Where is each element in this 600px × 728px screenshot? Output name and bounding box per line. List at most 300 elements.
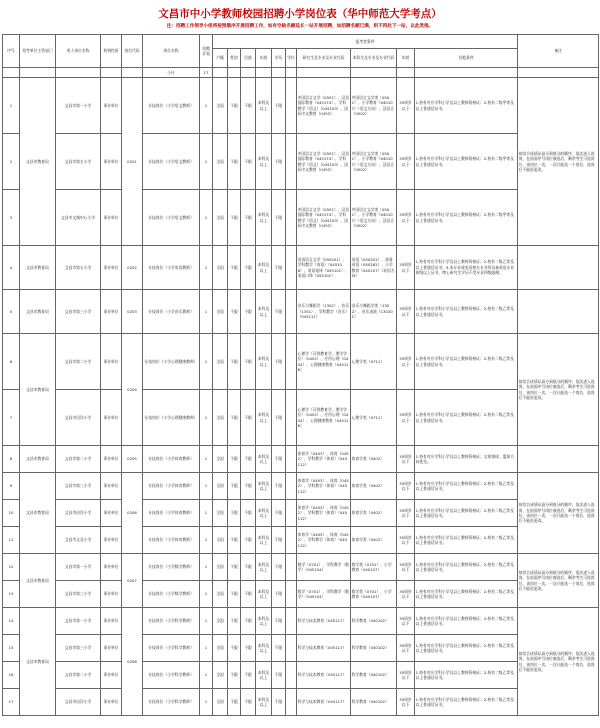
cell-degree: 不限 <box>272 78 286 134</box>
cell-major-ug: 科学教育（040102） <box>351 635 397 662</box>
cell-post: 专技岗位（小学心理健康教师） <box>143 334 200 390</box>
cell-edu: 本科及以上 <box>256 500 272 527</box>
cell-age: 35周岁以下 <box>397 527 415 554</box>
cell-seq: 1 <box>3 78 20 134</box>
cell-nature: 事业单位 <box>101 473 122 500</box>
cell-seq: 7 <box>3 390 20 446</box>
cell-hukou: 全国 <box>213 473 228 500</box>
cell-other: 1.持有对应学科小学及以上教师资格证；2.持有二级乙等及以上普通话证书。 <box>415 500 518 527</box>
cell-dept: 文昌市教育局 <box>20 246 56 290</box>
cell-unit: 文昌市第二小学 <box>56 662 101 689</box>
cell-plan: 1 <box>200 473 213 500</box>
cell-major-grad: 科学与技术教育（045117） <box>297 662 351 689</box>
cell-seq: 9 <box>3 473 20 500</box>
cell-age: 35周岁以下 <box>397 246 415 290</box>
cell-seq: 14 <box>3 608 20 635</box>
cell-remark: 按综合成绩从高分到低分的顺序，依次进入选岗，在前面序号岗位被选后，剩余考生可选岗位，该岗位一次，一次只能选一个岗位，选岗后不能再更改。 <box>518 78 599 246</box>
cell-nature: 事业单位 <box>101 246 122 290</box>
cell-age: 35周岁以下 <box>397 581 415 608</box>
cell-edu: 本科及以上 <box>256 390 272 446</box>
cell-edu: 本科及以上 <box>256 473 272 500</box>
cell-hukou: 全国 <box>213 635 228 662</box>
header-conditions: 报考者条件 <box>213 35 518 49</box>
table-row <box>3 390 599 446</box>
header-unit: 用人单位名称 <box>56 35 101 68</box>
subtotal-label: 小计 <box>143 68 200 78</box>
header-age: 年龄 <box>256 49 272 68</box>
cell-plan: 1 <box>200 554 213 581</box>
cell-unit: 文昌市田洋小学 <box>56 689 101 716</box>
cell-major-ug: 体育学类（0402） <box>351 446 397 473</box>
cell-major-grad: 体育学（0403）、体育（0452）、学科教学（体育）（045112） <box>297 527 351 554</box>
cell-major-grad: 体育学（0403）、体育（0452）、学科教学（体育）（045112） <box>297 446 351 473</box>
cell-post: 专技岗位（小学语文教师） <box>143 78 200 134</box>
cell-gender: 不限 <box>228 134 241 190</box>
cell-other: 1.持有对应学科小学及以上教师资格证；全球排球、篮球方向优先。 <box>415 446 518 473</box>
cell-edu: 本科及以上 <box>256 246 272 290</box>
cell-hukou: 全国 <box>213 290 228 334</box>
cell-unit: 文昌市第三小学 <box>56 290 101 334</box>
cell-unit: 文昌市田洋小学 <box>56 500 101 527</box>
cell-remark: 按综合成绩从高分到低分的顺序，依次进入选岗，在前面序号岗位被选后，剩余考生可选岗位，该岗位一次，一次只能选一个岗位，选岗后不能再更改。 <box>518 554 599 608</box>
header-dept: 招考单位主管部门 <box>20 35 56 68</box>
table-row <box>3 500 599 527</box>
cell-nature: 事业单位 <box>101 635 122 662</box>
cell-edu: 本科及以上 <box>256 446 272 473</box>
cell-seq: 12 <box>3 554 20 581</box>
cell-nature: 事业单位 <box>101 290 122 334</box>
cell-post: 专技岗位（小学数学教师） <box>143 554 200 581</box>
cell-other: 1.持有对应学科小学及以上教师资格证；2.持有二级乙等及以上普通话证书。 <box>415 608 518 635</box>
cell-post: 专技岗位（小学英语教师） <box>143 246 200 290</box>
cell-unit: 文昌市第一小学 <box>56 78 101 134</box>
cell-seq: 5 <box>3 290 20 334</box>
cell-age: 35周岁以下 <box>397 78 415 134</box>
cell-degree: 不限 <box>272 473 286 500</box>
cell-other: 1.持有对应学科小学及以上教师资格证；2.持有二级乙等及以上普通话证书。 <box>415 390 518 446</box>
cell-ethnic: 不限 <box>241 581 256 608</box>
cell-code: 0201 <box>122 78 143 246</box>
cell-edu: 本科及以上 <box>256 581 272 608</box>
cell-degree: 不限 <box>272 581 286 608</box>
cell-seq: 10 <box>3 500 20 527</box>
cell-major-grad: 科学与技术教育（045117） <box>297 689 351 716</box>
cell-gender: 不限 <box>228 608 241 635</box>
cell-major-ug: 中国语言文学类（0501）、小学教育（040107）（语文方向）、汉语言（0502） <box>351 190 397 246</box>
cell-nature: 事业单位 <box>101 608 122 635</box>
table-row <box>3 290 599 334</box>
cell-major-ug: 心理学类（0711） <box>351 334 397 390</box>
cell-nature: 事业单位 <box>101 662 122 689</box>
cell-major-ug: 中国语言文学类（0501）、小学教育（040107）（语文方向）、汉语言（0502） <box>351 78 397 134</box>
cell-post: 专技岗位（小学体育教师） <box>143 446 200 473</box>
cell-dept: 文昌市教育局 <box>20 608 56 716</box>
cell-plan: 1 <box>200 134 213 190</box>
cell-unit: 文昌市第三小学 <box>56 581 101 608</box>
cell-age: 35周岁以下 <box>397 635 415 662</box>
cell-post: 专技岗位（小学数学教师） <box>143 581 200 608</box>
cell-age: 35周岁以下 <box>397 190 415 246</box>
cell-major-grad: 中国语言文学（0501）、汉语国际教育（045174）、学科教学（语文）（045103）、国际中文教育（0453） <box>297 78 351 134</box>
cell-ethnic: 不限 <box>241 527 256 554</box>
cell-ethnic: 不限 <box>241 390 256 446</box>
cell-edu: 本科及以上 <box>256 662 272 689</box>
cell-code: 0204 <box>122 334 143 446</box>
cell-seq: 3 <box>3 190 20 246</box>
cell-degree: 不限 <box>272 334 286 390</box>
header-major-grad: 研究生及专业及专业代码 <box>297 49 351 68</box>
cell-gender: 不限 <box>228 581 241 608</box>
cell-edu: 本科及以上 <box>256 635 272 662</box>
cell-post: 专技岗位（小学科学教师） <box>143 689 200 716</box>
cell-other: 1.持有对应学科小学及以上教师资格证；2.持有二级乙等及以上普通话证书。 <box>415 290 518 334</box>
cell-ethnic: 不限 <box>241 662 256 689</box>
cell-gender: 不限 <box>228 334 241 390</box>
cell-age: 35周岁以下 <box>397 334 415 390</box>
header-nature: 机构性质 <box>101 35 122 68</box>
cell-seq: 13 <box>3 581 20 608</box>
cell-age: 35周岁以下 <box>397 554 415 581</box>
header-major-ug: 本科生及专业及专业代码 <box>351 49 397 68</box>
cell-age: 35周岁以下 <box>397 473 415 500</box>
cell-plan: 1 <box>200 635 213 662</box>
cell-plan: 1 <box>200 527 213 554</box>
cell-plan: 1 <box>200 390 213 446</box>
cell-ethnic: 不限 <box>241 190 256 246</box>
cell-plan: 1 <box>200 662 213 689</box>
cell-ethnic: 不限 <box>241 500 256 527</box>
cell-ethnic: 不限 <box>241 290 256 334</box>
table-row <box>3 134 599 190</box>
cell-age: 35周岁以下 <box>397 134 415 190</box>
cell-code: 0207 <box>122 554 143 608</box>
cell-post: 专技岗位（小学科学教师） <box>143 635 200 662</box>
cell-seq: 6 <box>3 334 20 390</box>
cell-gender: 不限 <box>228 473 241 500</box>
cell-gender: 不限 <box>228 78 241 134</box>
cell-hukou: 全国 <box>213 390 228 446</box>
cell-plan: 1 <box>200 290 213 334</box>
cell-edu: 本科及以上 <box>256 334 272 390</box>
cell-dept: 文昌市教育局 <box>20 554 56 608</box>
header-ethnic: 民族 <box>241 49 256 68</box>
cell-degree: 不限 <box>272 290 286 334</box>
cell-major-grad: 体育学（0403）、体育（0452）、学科教学（体育）（045112） <box>297 473 351 500</box>
cell-seq: 4 <box>3 246 20 290</box>
cell-major-ug: 音乐与舞蹈学类（1302）、音乐表演（130201） <box>351 290 397 334</box>
cell-nature: 事业单位 <box>101 527 122 554</box>
cell-plan: 1 <box>200 190 213 246</box>
cell-gender: 不限 <box>228 635 241 662</box>
cell-unit: 文昌市文城中心小学 <box>56 190 101 246</box>
header-code: 岗位代码 <box>122 35 143 68</box>
cell-edu: 本科及以上 <box>256 190 272 246</box>
cell-other: 1.持有对应学科小学及以上教师资格证；2.持有二级乙等及以上普通话证书；3.本专业或英语相关专业须具备英语专业四级以上证书，博士研究生学历不受专业四级限制。 <box>415 246 518 290</box>
cell-major-ug: 科学教育（040102） <box>351 689 397 716</box>
cell-seq: 2 <box>3 134 20 190</box>
cell-plan: 1 <box>200 500 213 527</box>
cell-ethnic: 不限 <box>241 446 256 473</box>
cell-edu: 本科及以上 <box>256 689 272 716</box>
page-title: 文昌市中小学教师校园招聘小学岗位表（华中师范大学考点） <box>158 8 442 20</box>
cell-seq: 17 <box>3 689 20 716</box>
cell-major-ug: 英语（050201）、商务英语（050262）、小学教育（040107）（英语方向） <box>351 246 397 290</box>
cell-hukou: 全国 <box>213 334 228 390</box>
cell-other: 1.持有对应学科小学及以上教师资格证；2.持有二级甲等及以上普通话证书。 <box>415 134 518 190</box>
cell-other: 1.持有对应学科小学及以上教师资格证；2.持有二级乙等及以上普通话证书。 <box>415 334 518 390</box>
cell-gender: 不限 <box>228 246 241 290</box>
cell-gender: 不限 <box>228 527 241 554</box>
cell-major-grad: 科学与技术教育（045117） <box>297 608 351 635</box>
positions-table <box>2 34 599 716</box>
cell-plan: 1 <box>200 608 213 635</box>
cell-nature: 事业单位 <box>101 581 122 608</box>
cell-post: 专技岗位（小学心理健康教师） <box>143 390 200 446</box>
cell-post: 专技岗位（小学音乐教师） <box>143 290 200 334</box>
cell-plan: 1 <box>200 334 213 390</box>
cell-major-grad: 科学与技术教育（045117） <box>297 635 351 662</box>
cell-plan: 1 <box>200 581 213 608</box>
table-row <box>3 635 599 662</box>
cell-plan: 1 <box>200 446 213 473</box>
cell-ethnic: 不限 <box>241 608 256 635</box>
cell-major-ug: 体育学类（0402） <box>351 500 397 527</box>
cell-plan: 1 <box>200 689 213 716</box>
cell-unit: 文昌市第五小学 <box>56 246 101 290</box>
cell-gender: 不限 <box>228 689 241 716</box>
cell-age: 35周岁以下 <box>397 500 415 527</box>
cell-plan: 1 <box>200 246 213 290</box>
cell-age: 35周岁以下 <box>397 662 415 689</box>
cell-degree: 不限 <box>272 662 286 689</box>
table-row <box>3 78 599 134</box>
cell-other: 1.持有对应学科小学及以上教师资格证；2.持有二级乙等及以上普通话证书。 <box>415 581 518 608</box>
cell-major-grad: 音乐与舞蹈学（1302）、音乐（1351）、学科教学（音乐）（045111） <box>297 290 351 334</box>
cell-dept: 文昌市教育局 <box>20 290 56 334</box>
subtotal-value: 17 <box>200 68 213 78</box>
header-age2: 年龄 <box>397 49 415 68</box>
cell-degree: 不限 <box>272 500 286 527</box>
cell-edu: 本科及以上 <box>256 608 272 635</box>
cell-nature: 事业单位 <box>101 134 122 190</box>
cell-dept: 文昌市教育局 <box>20 473 56 554</box>
cell-edu: 本科及以上 <box>256 290 272 334</box>
cell-major-ug: 体育学类（0402） <box>351 527 397 554</box>
header-plan: 招聘计划 <box>200 35 213 68</box>
cell-degree: 不限 <box>272 608 286 635</box>
cell-edu: 本科及以上 <box>256 134 272 190</box>
cell-dept: 文昌市教育局 <box>20 334 56 446</box>
cell-major-grad: 中国语言文学（0501）、汉语国际教育（045174）、学科教学（语文）（045103）、国际中文教育（0453） <box>297 134 351 190</box>
cell-code: 0208 <box>122 608 143 716</box>
cell-ethnic: 不限 <box>241 134 256 190</box>
cell-edu: 本科及以上 <box>256 527 272 554</box>
cell-major-grad: 体育学（0403）、体育（0452）、学科教学（体育）（045112） <box>297 500 351 527</box>
cell-remark: 按综合成绩从高分到低分的顺序，依次进入选岗，在前面序号岗位被选后，剩余考生可选岗位，该岗位一次，一次只能选一个岗位，选岗后不能再更改。 <box>518 334 599 446</box>
cell-hukou: 全国 <box>213 554 228 581</box>
cell-ethnic: 不限 <box>241 473 256 500</box>
cell-nature: 事业单位 <box>101 390 122 446</box>
cell-ethnic: 不限 <box>241 689 256 716</box>
cell-other: 1.持有对应学科小学及以上教师资格证；2.持有二级乙等及以上普通话证书。 <box>415 527 518 554</box>
cell-hukou: 全国 <box>213 246 228 290</box>
cell-ethnic: 不限 <box>241 554 256 581</box>
cell-dept: 文昌市教育局 <box>20 446 56 473</box>
cell-major-ug: 中国语言文学类（0501）、小学教育（040107）（语文方向）、汉语言（0502） <box>351 134 397 190</box>
cell-nature: 事业单位 <box>101 500 122 527</box>
cell-gender: 不限 <box>228 190 241 246</box>
cell-other: 1.持有对应学科小学及以上教师资格证；2.持有二级乙等及以上普通话证书。 <box>415 554 518 581</box>
header-hukou: 户籍 <box>213 49 228 68</box>
cell-major-ug: 数学类（0701）、小学教育（040107） <box>351 554 397 581</box>
cell-gender: 不限 <box>228 390 241 446</box>
header-edu: 学历 <box>272 49 286 68</box>
header-post: 岗位名称 <box>143 35 200 68</box>
cell-seq: 11 <box>3 527 20 554</box>
cell-hukou: 全国 <box>213 689 228 716</box>
cell-code: 0202 <box>122 246 143 290</box>
cell-gender: 不限 <box>228 290 241 334</box>
cell-hukou: 全国 <box>213 500 228 527</box>
cell-degree: 不限 <box>272 190 286 246</box>
header-gender: 性别 <box>228 49 241 68</box>
cell-unit: 文昌市第一小学 <box>56 554 101 581</box>
cell-plan: 1 <box>200 78 213 134</box>
cell-major-grad: 心理学（可授教育学、理学学位）（0402）、应用心理（0454）、心理健康教育（045116） <box>297 334 351 390</box>
cell-hukou: 全国 <box>213 78 228 134</box>
cell-gender: 不限 <box>228 446 241 473</box>
cell-unit: 文昌市第五小学 <box>56 134 101 190</box>
cell-seq: 15 <box>3 635 20 662</box>
cell-other: 1.持有对应学科小学及以上教师资格证；2.持有二级乙等及以上普通话证书。 <box>415 635 518 662</box>
cell-ethnic: 不限 <box>241 635 256 662</box>
header-remarks: 备注 <box>518 35 599 68</box>
cell-major-ug: 科学教育（040102） <box>351 662 397 689</box>
cell-ethnic: 不限 <box>241 246 256 290</box>
table-row <box>3 554 599 581</box>
cell-post: 专技岗位（小学科学教师） <box>143 608 200 635</box>
cell-degree: 不限 <box>272 246 286 290</box>
cell-ethnic: 不限 <box>241 78 256 134</box>
cell-hukou: 全国 <box>213 190 228 246</box>
cell-remark: 按综合成绩从高分到低分的顺序，依次进入选岗，在前面序号岗位被选后，剩余考生可选岗位，该岗位一次，一次只能选一个岗位，选岗后不能再更改。 <box>518 608 599 716</box>
cell-post: 专技岗位（小学科学教师） <box>143 662 200 689</box>
cell-nature: 事业单位 <box>101 554 122 581</box>
cell-nature: 事业单位 <box>101 190 122 246</box>
cell-degree: 不限 <box>272 134 286 190</box>
cell-unit: 文昌市田洋小学 <box>56 390 101 446</box>
cell-degree: 不限 <box>272 390 286 446</box>
cell-age: 35周岁以下 <box>397 446 415 473</box>
cell-degree: 不限 <box>272 446 286 473</box>
cell-major-ug: 科学教育（040102） <box>351 608 397 635</box>
cell-major-grad: 数学（0701）、学科教学（数学）（045104） <box>297 554 351 581</box>
cell-other: 1.持有对应学科小学及以上教师资格证；2.持有二级甲等及以上普通话证书。 <box>415 190 518 246</box>
cell-gender: 不限 <box>228 662 241 689</box>
cell-degree: 不限 <box>272 635 286 662</box>
cell-dept: 文昌市教育局 <box>20 78 56 246</box>
cell-nature: 事业单位 <box>101 689 122 716</box>
cell-nature: 事业单位 <box>101 334 122 390</box>
cell-hukou: 全国 <box>213 662 228 689</box>
header-degree: 学位 <box>286 49 297 68</box>
cell-post: 专技岗位（小学体育教师） <box>143 527 200 554</box>
cell-post: 专技岗位（小学体育教师） <box>143 473 200 500</box>
cell-major-ug: 体育学类（0402） <box>351 473 397 500</box>
cell-hukou: 全国 <box>213 581 228 608</box>
cell-seq: 16 <box>3 662 20 689</box>
cell-gender: 不限 <box>228 554 241 581</box>
cell-major-grad: 数学（0701）、学科教学（数学）（045104） <box>297 581 351 608</box>
cell-code: 0203 <box>122 290 143 334</box>
table-row <box>3 581 599 608</box>
cell-degree: 不限 <box>272 554 286 581</box>
page-note: 注：招聘工作领导小组将按照顺序开展招聘工作，如有空缺名额延长一站开展招聘，如招聘名额已满，则不再赴下一站，以此类推。 <box>166 24 434 29</box>
table-row <box>3 662 599 689</box>
cell-edu: 本科及以上 <box>256 78 272 134</box>
cell-unit: 文昌市第二小学 <box>56 334 101 390</box>
table-row <box>3 608 599 635</box>
cell-age: 35周岁以下 <box>397 290 415 334</box>
table-row <box>3 473 599 500</box>
cell-gender: 不限 <box>228 500 241 527</box>
cell-major-ug: 心理学类（0711） <box>351 390 397 446</box>
cell-other: 1.持有对应学科小学及以上教师资格证；2.持有二级乙等及以上普通话证书。 <box>415 662 518 689</box>
cell-edu: 本科及以上 <box>256 554 272 581</box>
cell-hukou: 全国 <box>213 134 228 190</box>
cell-post: 专技岗位（小学语文教师） <box>143 190 200 246</box>
cell-hukou: 全国 <box>213 446 228 473</box>
table-row <box>3 446 599 473</box>
table-row <box>3 246 599 290</box>
cell-unit: 文昌市文北小学 <box>56 527 101 554</box>
cell-code: 0206 <box>122 473 143 554</box>
cell-ethnic: 不限 <box>241 334 256 390</box>
table-row <box>3 190 599 246</box>
cell-other: 1.持有对应学科小学及以上教师资格证；2.持有二级乙等及以上普通话证书。 <box>415 689 518 716</box>
cell-nature: 事业单位 <box>101 78 122 134</box>
cell-post: 专技岗位（小学体育教师） <box>143 500 200 527</box>
header-seq: 序号 <box>3 35 20 68</box>
cell-other: 1.持有对应学科小学及以上教师资格证；2.持有二级甲等及以上普通话证书。 <box>415 78 518 134</box>
cell-unit: 文昌市第三小学 <box>56 473 101 500</box>
cell-code: 0205 <box>122 446 143 473</box>
cell-major-ug: 数学类（0701）、小学教育（040107） <box>351 581 397 608</box>
cell-age: 35周岁以下 <box>397 689 415 716</box>
cell-other: 1.持有对应学科小学及以上教师资格证；2.持有二级乙等及以上普通话证书。 <box>415 473 518 500</box>
cell-unit: 文昌市第二小学 <box>56 446 101 473</box>
cell-seq: 8 <box>3 446 20 473</box>
cell-unit: 文昌市第一小学 <box>56 608 101 635</box>
cell-hukou: 全国 <box>213 527 228 554</box>
cell-post: 专技岗位（小学语文教师） <box>143 134 200 190</box>
cell-unit: 文昌市第三小学 <box>56 635 101 662</box>
cell-nature: 事业单位 <box>101 446 122 473</box>
table-row <box>3 527 599 554</box>
header-other: 其他条件 <box>415 49 518 68</box>
cell-remark: 按综合成绩从高分到低分的顺序，依次进入选岗，在前面序号岗位被选后，剩余考生可选岗位，该岗位一次，一次只能选一个岗位，选岗后不能再更改。 <box>518 473 599 554</box>
cell-major-grad: 中国语言文学（0501）、汉语国际教育（045174）、学科教学（语文）（045103）、国际中文教育（0453） <box>297 190 351 246</box>
cell-major-grad: 英语语言文学（050201）、学科教学（英语）（045108）、英语笔译（055101）、英语口译（055102） <box>297 246 351 290</box>
cell-degree: 不限 <box>272 527 286 554</box>
cell-age: 35周岁以下 <box>397 390 415 446</box>
cell-major-grad: 心理学（可授教育学、理学学位）（0402）、应用心理（0454）、心理健康教育（045116） <box>297 390 351 446</box>
table-row <box>3 689 599 716</box>
cell-degree: 不限 <box>272 689 286 716</box>
table-row <box>3 334 599 390</box>
cell-hukou: 全国 <box>213 608 228 635</box>
cell-age: 35周岁以下 <box>397 608 415 635</box>
